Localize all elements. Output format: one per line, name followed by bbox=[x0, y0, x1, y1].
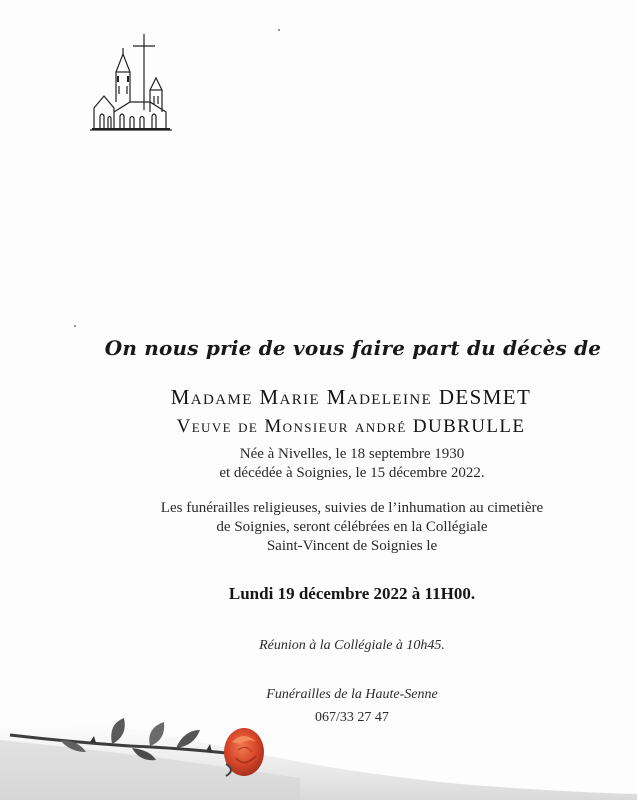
birth-death-paragraph bbox=[0, 445, 637, 483]
death-line: et décédée à Soignies, le 15 décembre 2022. bbox=[219, 465, 485, 481]
funeral-line: de Soignies, seront célébrées en la Collégiale bbox=[216, 519, 488, 535]
undertaker-phone: 067/33 27 47 bbox=[315, 710, 389, 725]
widow-of-line: Veuve de Monsieur andré DUBRULLE bbox=[176, 416, 526, 437]
birth-line: Née à Nivelles, le 18 septembre 1930 bbox=[239, 446, 465, 462]
funeral-paragraph bbox=[0, 499, 637, 556]
meeting-note: Réunion à la Collégiale à 10h45. bbox=[259, 638, 445, 653]
funeral-line: Les funérailles religieuses, suivies de l’inhumation au cimetière bbox=[160, 500, 544, 516]
undertaker-name: Funérailles de la Haute-Senne bbox=[266, 687, 438, 702]
print-speck bbox=[278, 29, 280, 31]
print-speck bbox=[74, 325, 76, 327]
announcement-intro: On nous prie de vous faire part du décès de bbox=[104, 336, 602, 360]
funeral-line: Saint-Vincent de Soignies le bbox=[266, 538, 438, 554]
deceased-name: Madame Marie Madeleine DESMET bbox=[170, 385, 532, 409]
ceremony-date: Lundi 19 décembre 2022 à 11H00. bbox=[228, 584, 476, 603]
church-with-cross-icon bbox=[86, 32, 176, 134]
